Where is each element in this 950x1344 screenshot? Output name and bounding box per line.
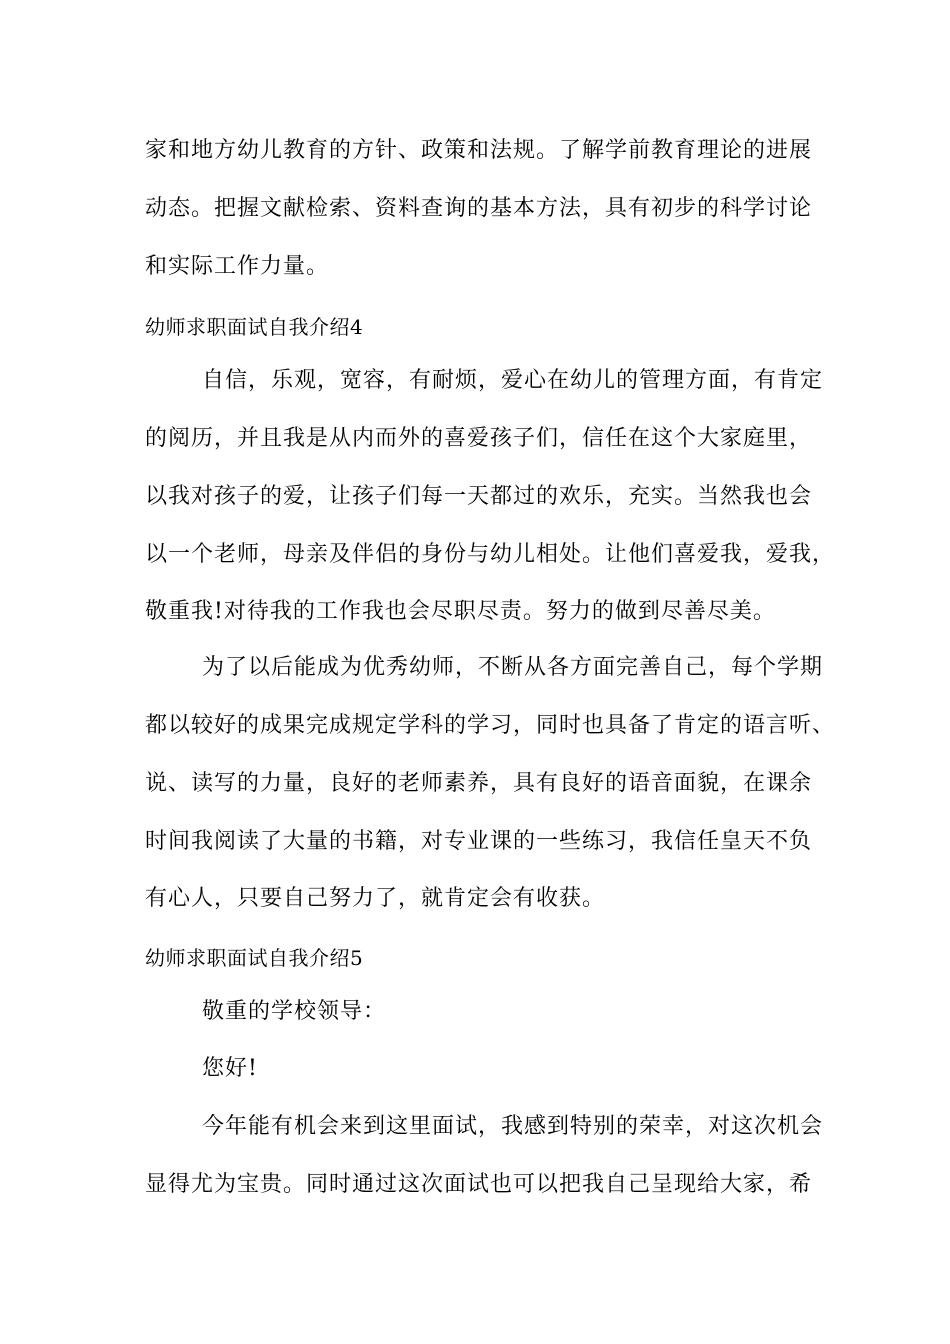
text-line: 动态。把握文献检索、资料查询的基本方法，具有初步的科学讨论	[145, 196, 813, 221]
text-line: 说、读写的力量，良好的老师素养，具有良好的语音面貌，在课余	[145, 771, 813, 796]
text-line: 敬重我!对待我的工作我也会尽职尽责。努力的做到尽善尽美。	[145, 599, 776, 624]
salutation: 敬重的学校领导：	[202, 999, 387, 1024]
text-line: 都以较好的成果完成规定学科的学习，同时也具备了肯定的语言听、	[145, 713, 836, 738]
section-heading: 幼师求职面试自我介绍5	[145, 946, 364, 970]
section-heading: 幼师求职面试自我介绍4	[145, 315, 364, 339]
text-line: 以我对孩子的爱，让孩子们每一天都过的欢乐，充实。当然我也会	[145, 484, 813, 509]
text-line: 和实际工作力量。	[145, 254, 330, 279]
text-line: 自信，乐观，宽容，有耐烦，爱心在幼儿的管理方面，有肯定	[202, 368, 824, 393]
text-line: 今年能有机会来到这里面试，我感到特别的荣幸，对这次机会	[202, 1114, 824, 1139]
text-line: 有心人，只要自己努力了，就肯定会有收获。	[145, 886, 606, 911]
text-line: 的阅历，并且我是从内而外的喜爱孩子们，信任在这个大家庭里，	[145, 426, 813, 451]
text-line: 家和地方幼儿教育的方针、政策和法规。了解学前教育理论的进展	[145, 138, 813, 163]
text-line: 为了以后能成为优秀幼师，不断从各方面完善自己，每个学期	[202, 655, 824, 680]
greeting: 您好!	[202, 1056, 258, 1081]
text-line: 时间我阅读了大量的书籍，对专业课的一些练习，我信任皇天不负	[145, 829, 813, 854]
text-line: 显得尤为宝贵。同时通过这次面试也可以把我自己呈现给大家，希	[145, 1172, 813, 1197]
text-line: 以一个老师，母亲及伴侣的身份与幼儿相处。让他们喜爱我，爱我，	[145, 542, 836, 567]
